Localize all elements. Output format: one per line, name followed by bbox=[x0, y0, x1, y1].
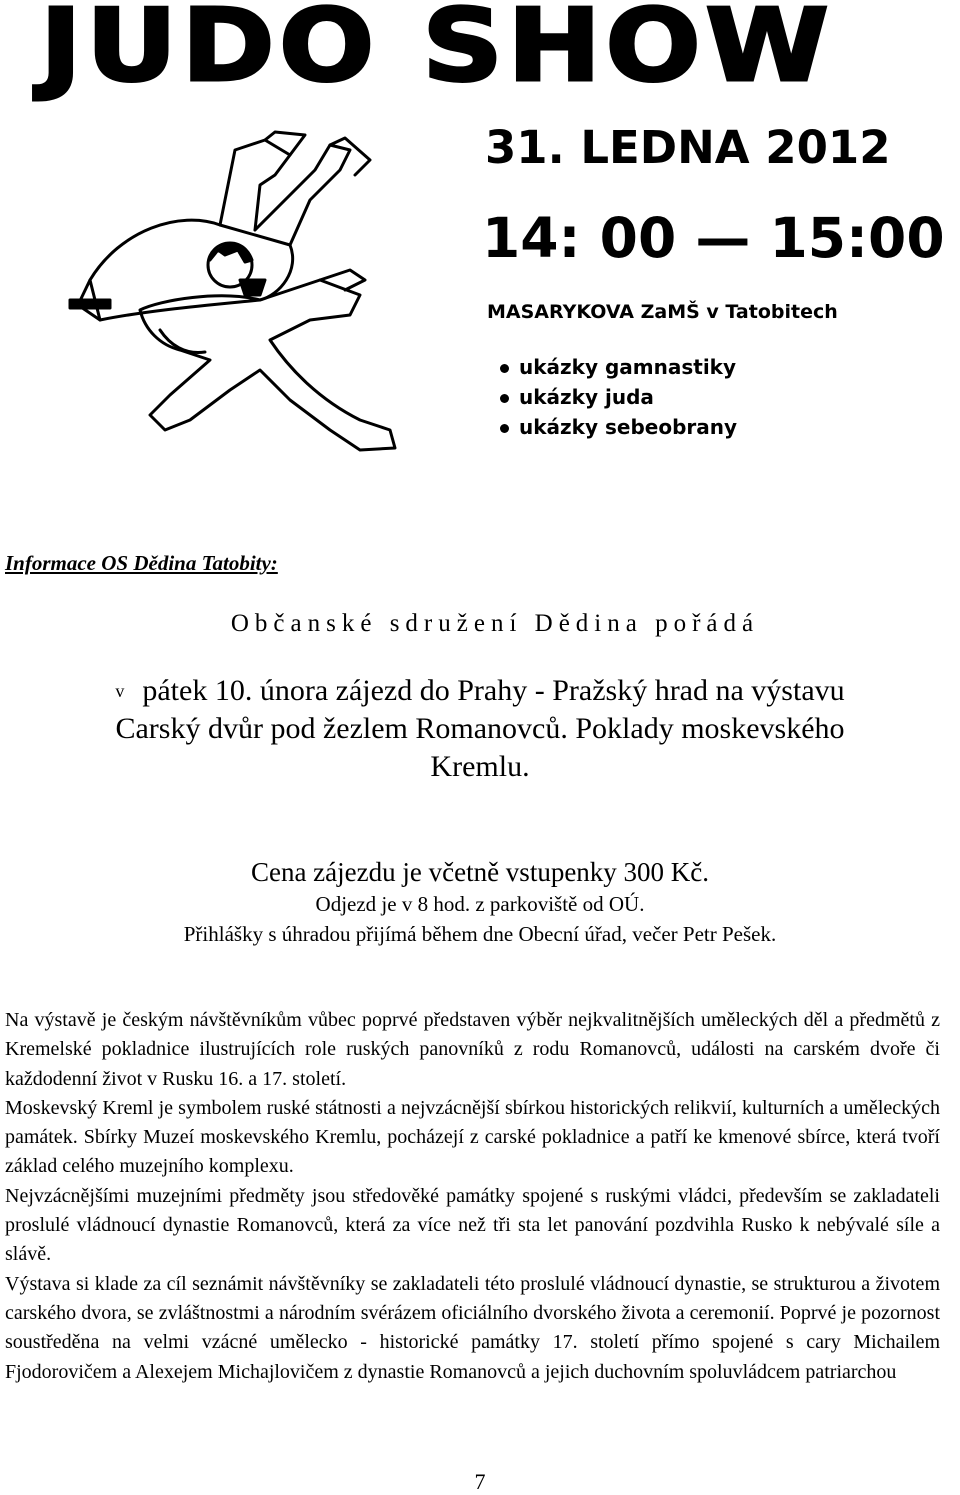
trip-signup: Přihlášky s úhradou přijímá během dne Obecní úřad, večer Petr Pešek. bbox=[183, 922, 777, 946]
trip-price: Cena zájezdu je včetně vstupenky 300 Kč. bbox=[250, 857, 710, 887]
list-item: ukázky gamnastiky bbox=[500, 352, 737, 382]
list-item: ukázky juda bbox=[500, 382, 737, 412]
trip-announcement bbox=[0, 672, 960, 786]
paragraph: Moskevský Kreml je symbolem ruské státnosti a nejvzácnější sbírkou historických relikvií, kulturních a uměleckých památek. Sbírky Muzeí moskevského Kremlu, pocházejí z carské pokladnice a patří ke kmenové sbírce, která tvoří základ celého muzejního komplexu. bbox=[5, 1096, 940, 1178]
paragraph: Výstava si klade za cíl seznámit návštěvníky se zakladateli této proslulé vládnoucí dynastie, se strukturou a životem carského dvora, se zvláštnostmi a národním svérázem oficiálního dvorského života a ceremonií. Poprvé je pozornost soustředěna na velmi vzácné umělecko - historické památky 17. století přímo spojené s cary Michailem Fjodorovičem a Alexejem Michajlovičem z dynastie Romanovců a jejich duchovním spoluvládcem patriarchou bbox=[5, 1272, 940, 1383]
event-date: 31. LEDNA 2012 bbox=[485, 121, 891, 174]
exhibition-description bbox=[5, 1006, 940, 1387]
paragraph: Nejvzácnějšími muzejními předměty jsou středověké památky spojené s ruskými vládci, především se zakladateli proslulé vládnoucí dynastie Romanovců, která za více než tři sta let panování pozdvihla Rusko k nebývalé síle a slávě. bbox=[5, 1184, 940, 1266]
event-venue: MASARYKOVA ZaMŠ v Tatobitech bbox=[487, 301, 838, 323]
event-poster bbox=[0, 0, 960, 460]
program-list bbox=[500, 352, 737, 442]
bullet-icon bbox=[500, 394, 509, 403]
poster-title: JUDO SHOW bbox=[40, 0, 834, 104]
judo-throw-illustration bbox=[60, 130, 480, 460]
page-number: 7 bbox=[474, 1469, 486, 1494]
trip-line-2: Carský dvůr pod žezlem Romanovců. Poklady moskevského bbox=[115, 712, 845, 745]
list-item: ukázky sebeobrany bbox=[500, 412, 737, 442]
event-time: 14: 00 — 15:00 bbox=[482, 206, 945, 270]
trip-details bbox=[0, 855, 960, 949]
bullet-icon bbox=[500, 424, 509, 433]
organizer-line: Občanské sdružení Dědina pořádá bbox=[230, 610, 760, 637]
info-heading: Informace OS Dědina Tatobity: bbox=[5, 551, 278, 575]
bullet-icon bbox=[500, 364, 509, 373]
paragraph: Na výstavě je českým návštěvníkům vůbec poprvé představen výběr nejkvalitnějších uměleckých děl a předmětů z Kremelské pokladnice ilustrujících role ruských panovníků z rodu Romanovců, události na carském dvoře či každodenní život v Rusku 16. a 17. století. bbox=[5, 1009, 940, 1090]
trip-marker: v bbox=[115, 681, 125, 701]
trip-line-3: Kremlu. bbox=[430, 750, 530, 783]
trip-line-1: v pátek 10. února zájezd do Prahy - Pražský hrad na výstavu bbox=[115, 674, 845, 707]
trip-departure: Odjezd je v 8 hod. z parkoviště od OÚ. bbox=[315, 892, 645, 916]
